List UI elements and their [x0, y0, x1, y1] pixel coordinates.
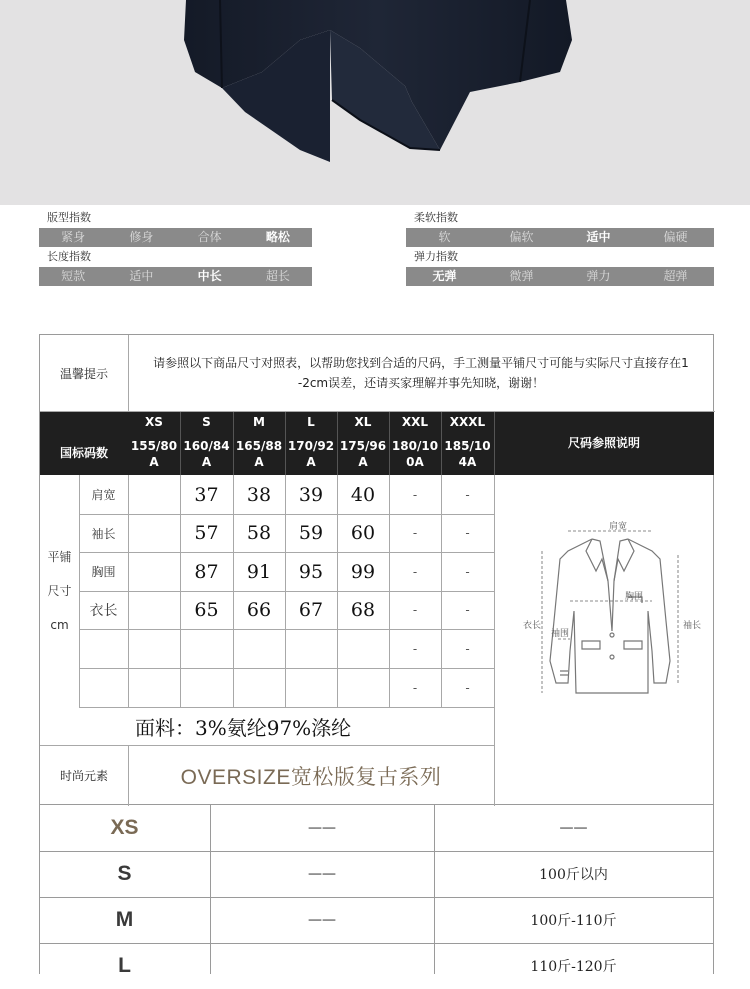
length-option: 适中 — [129, 269, 154, 283]
table-cell: 38 — [246, 483, 272, 506]
national-code-label: 国标码数 — [59, 446, 108, 460]
table-cell: 91 — [246, 560, 272, 583]
softness-option: 软 — [438, 230, 451, 244]
national-code-line: 165/88 — [235, 439, 283, 453]
tip-text-line: 请参照以下商品尺寸对照表，以帮助您找到合适的尺码，手工测量平铺尺寸可能与实际尺寸直接存在1 — [153, 356, 689, 370]
fit-option: 紧身 — [61, 230, 86, 244]
national-code-line: 4A — [458, 455, 477, 469]
national-code-line: A — [149, 455, 159, 469]
length-index-bar — [39, 267, 312, 286]
table-cell: - — [465, 680, 470, 695]
weight-height-cell: —— — [308, 912, 336, 928]
table-cell: - — [412, 526, 418, 540]
size-reference-label: 尺码参照说明 — [567, 436, 640, 450]
softness-option-selected: 适中 — [586, 230, 611, 244]
weight-size-xs: XS — [110, 815, 139, 839]
softness-index-bar — [406, 228, 714, 247]
table-cell: 60 — [350, 522, 376, 544]
national-code — [180, 433, 233, 475]
table-cell: 67 — [298, 599, 324, 621]
table-cell: 58 — [246, 522, 272, 544]
table-cell: 59 — [298, 522, 324, 544]
fit-index-bar — [39, 228, 312, 247]
blazer-outline-icon — [520, 511, 700, 701]
national-code — [337, 433, 389, 475]
national-code — [128, 433, 180, 475]
weight-size-s: S — [117, 862, 132, 885]
size-header: L — [307, 415, 315, 429]
fabric-composition: 面料：3%氨纶97%涤纶 — [135, 715, 352, 740]
weight-height-cell: —— — [308, 819, 336, 836]
weight-height-cell — [210, 943, 434, 989]
size-header: M — [253, 415, 265, 429]
fit-option: 合体 — [197, 230, 222, 244]
size-header: XXL — [401, 415, 429, 429]
table-cell: - — [412, 641, 418, 656]
tip-label: 温馨提示 — [59, 366, 108, 381]
weight-height-cell: —— — [308, 866, 336, 882]
row-label-sleeve: 袖长 — [91, 526, 116, 541]
national-code — [389, 433, 441, 475]
table-cell: - — [412, 603, 418, 617]
diagram-label-shoulder: 肩宽 — [608, 521, 627, 532]
national-code-line: 185/10 — [444, 439, 491, 453]
national-code-line: A — [254, 455, 264, 469]
national-code — [441, 433, 494, 475]
group-label-line: cm — [50, 618, 69, 632]
table-cell: - — [465, 603, 470, 617]
blazer-measurement-diagram — [520, 511, 700, 701]
diagram-label-chest: 胸围 — [624, 591, 643, 602]
size-header: XS — [145, 415, 163, 429]
table-cell: - — [412, 680, 418, 695]
diagram-label-hem: 袖围 — [550, 628, 569, 639]
diagram-label-sleeve: 袖长 — [682, 620, 701, 631]
elasticity-index-title: 弹力指数 — [414, 250, 458, 263]
table-cell: 40 — [350, 483, 376, 506]
table-cell: - — [412, 487, 418, 502]
fit-option-selected: 略松 — [265, 230, 290, 244]
national-code — [285, 433, 337, 475]
national-code-line: A — [201, 455, 212, 469]
elasticity-index-bar — [406, 267, 714, 286]
table-cell: - — [465, 487, 470, 502]
tip-text-line: -2cm误差，还请买家理解并事先知晓，谢谢！ — [297, 376, 545, 390]
size-header: S — [202, 415, 211, 429]
table-cell: 68 — [350, 599, 376, 621]
softness-index-title: 柔软指数 — [414, 211, 458, 224]
weight-range-cell: 100斤-110斤 — [530, 913, 617, 929]
weight-recommendation-table — [39, 804, 714, 977]
national-code-line: A — [306, 455, 316, 469]
table-cell: - — [465, 641, 470, 656]
size-chart-table — [39, 334, 714, 805]
elasticity-option: 微弹 — [509, 269, 534, 283]
national-code-line: 175/96 — [339, 439, 387, 453]
national-code-line: 170/92 — [287, 439, 335, 453]
style-label: 时尚元素 — [59, 769, 108, 783]
table-cell: 95 — [298, 560, 324, 583]
row-label-chest: 胸围 — [91, 565, 116, 579]
softness-option: 偏硬 — [663, 230, 688, 244]
table-cell: 87 — [194, 560, 219, 583]
elasticity-option-selected: 无弹 — [432, 269, 457, 283]
national-code-line: 0A — [406, 455, 424, 469]
table-cell: 99 — [350, 560, 376, 583]
size-header: XXXL — [449, 415, 486, 429]
softness-option: 偏软 — [509, 230, 534, 244]
weight-range-cell: —— — [559, 819, 588, 836]
national-code-line: A — [358, 455, 368, 469]
table-cell: 57 — [194, 522, 219, 544]
group-label-line: 尺寸 — [47, 584, 72, 598]
national-code-line: 180/10 — [391, 439, 439, 453]
table-cell: 37 — [194, 483, 219, 506]
table-cell: 39 — [298, 483, 324, 506]
table-cell: - — [465, 564, 470, 579]
length-option-selected: 中长 — [197, 269, 222, 283]
elasticity-option: 弹力 — [586, 269, 611, 283]
style-text: OVERSIZE宽松版复古系列 — [180, 765, 442, 789]
blazer-hem-image — [0, 0, 750, 205]
group-label-line: 平铺 — [47, 550, 72, 564]
length-index-title: 长度指数 — [47, 250, 91, 263]
weight-size-m: M — [115, 908, 134, 931]
national-code-line: 155/80 — [130, 439, 178, 453]
size-header: XL — [354, 415, 372, 429]
flat-size-group-label — [40, 475, 79, 707]
weight-range-cell: 100斤以内 — [539, 867, 608, 883]
length-option: 短款 — [61, 269, 86, 283]
product-photo — [0, 0, 750, 205]
fit-index-title: 版型指数 — [47, 211, 91, 224]
table-cell: 65 — [194, 599, 219, 621]
weight-range-cell: 110斤-120斤 — [530, 959, 617, 975]
table-cell: - — [412, 564, 418, 579]
national-code — [233, 433, 285, 475]
row-label-shoulder: 肩宽 — [91, 488, 116, 502]
elasticity-option: 超弹 — [663, 269, 688, 283]
row-label-length: 衣长 — [89, 603, 118, 619]
tip-text — [128, 335, 714, 411]
length-option: 超长 — [265, 269, 290, 283]
table-cell: 66 — [246, 599, 272, 621]
fit-option: 修身 — [129, 230, 154, 244]
national-code-line: 160/84 — [183, 439, 230, 453]
table-cell: - — [465, 526, 470, 540]
diagram-label-length: 衣长 — [522, 620, 541, 631]
weight-size-l: L — [118, 954, 131, 977]
